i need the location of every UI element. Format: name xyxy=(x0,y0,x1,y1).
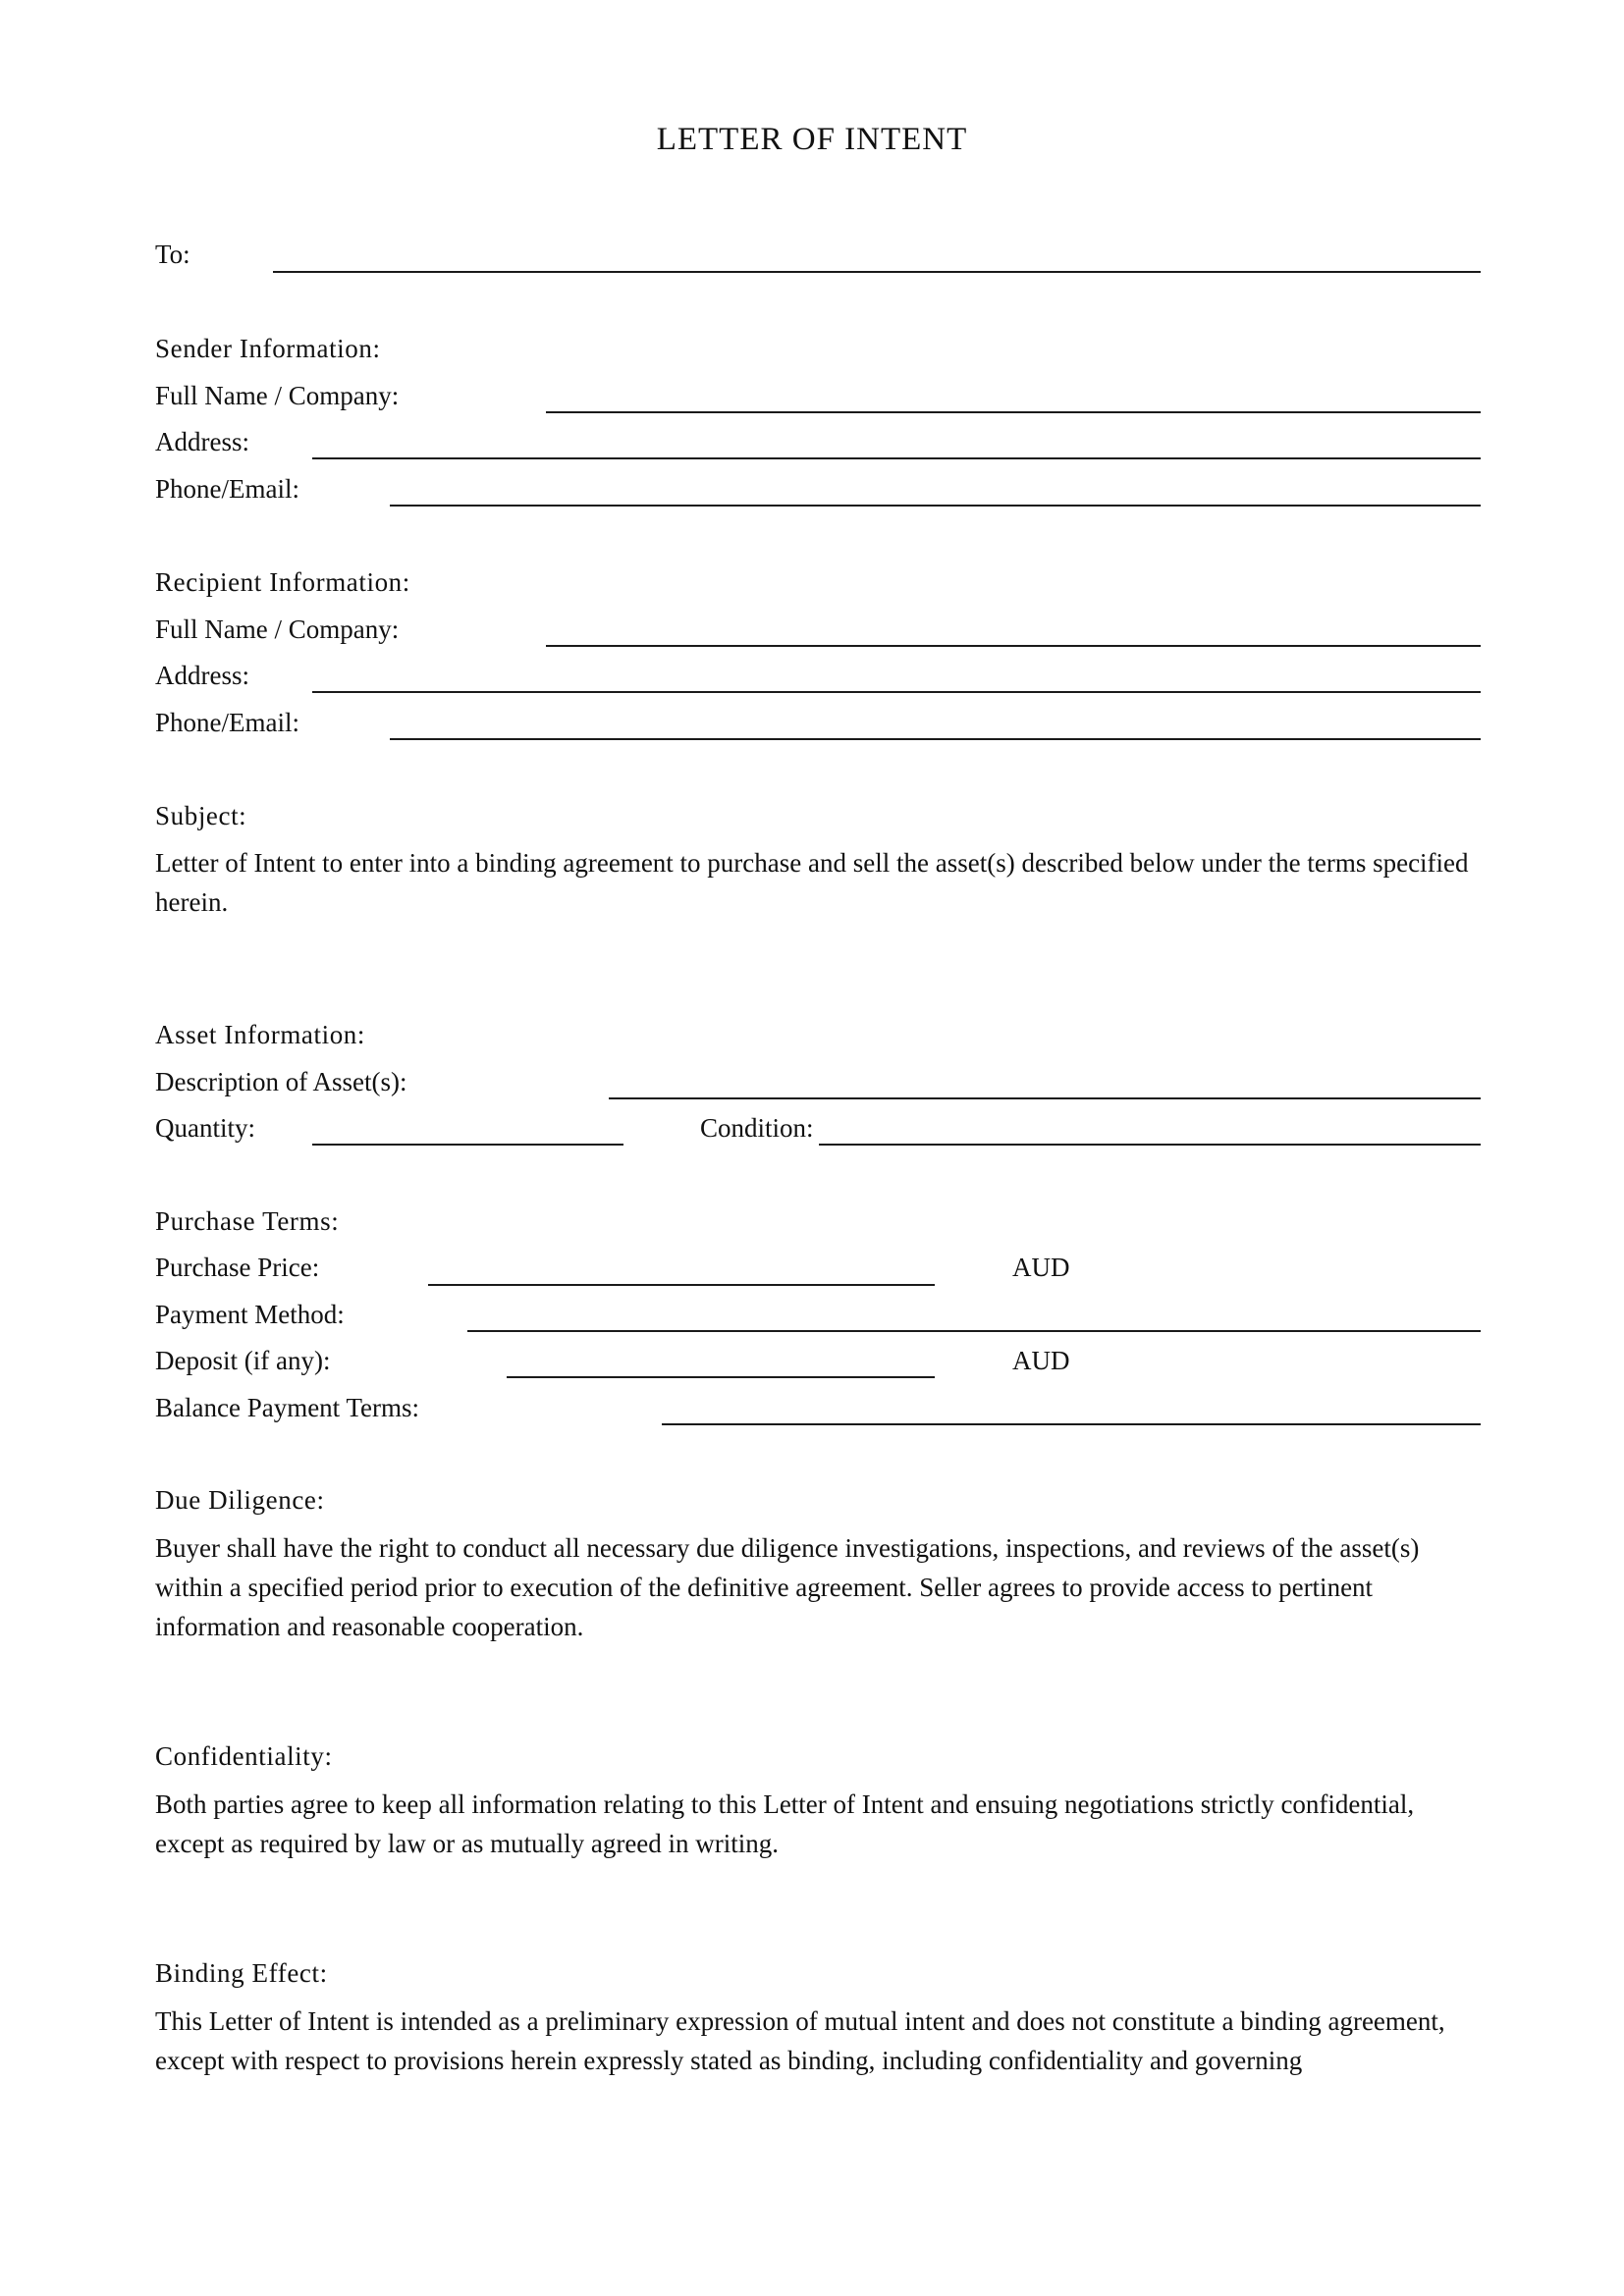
sender-address-label: Address: xyxy=(155,427,249,456)
deposit-currency: AUD xyxy=(1012,1346,1070,1375)
sender-name-field[interactable] xyxy=(546,411,1481,413)
purchase-price-field[interactable] xyxy=(428,1284,935,1286)
purchase-terms-heading: Purchase Terms: xyxy=(155,1206,340,1236)
page-title: LETTER OF INTENT xyxy=(656,122,968,157)
subject-text: Letter of Intent to enter into a binding agreement to purchase and sell the asset(s) described below under the terms specified herein. xyxy=(155,848,1469,917)
confidentiality-text: Both parties agree to keep all information relating to this Letter of Intent and ensuing negotiations strictly confidential, except as required by law or as mutually agreed in writing. xyxy=(155,1789,1415,1858)
asset-description-field[interactable] xyxy=(609,1097,1481,1099)
sender-heading: Sender Information: xyxy=(155,334,381,363)
recipient-name-field[interactable] xyxy=(546,645,1481,647)
balance-terms-label: Balance Payment Terms: xyxy=(155,1393,420,1422)
asset-condition-label: Condition: xyxy=(700,1113,814,1143)
asset-description-label: Description of Asset(s): xyxy=(155,1067,407,1096)
sender-contact-label: Phone/Email: xyxy=(155,474,299,504)
due-diligence-heading: Due Diligence: xyxy=(155,1485,325,1515)
asset-condition-field[interactable] xyxy=(819,1144,1481,1146)
deposit-label: Deposit (if any): xyxy=(155,1346,331,1375)
recipient-address-field[interactable] xyxy=(312,691,1481,693)
deposit-field[interactable] xyxy=(507,1376,935,1378)
asset-quantity-field[interactable] xyxy=(312,1144,623,1146)
binding-effect-heading: Binding Effect: xyxy=(155,1958,328,1988)
sender-name-label: Full Name / Company: xyxy=(155,381,400,410)
sender-address-field[interactable] xyxy=(312,457,1481,459)
recipient-name-label: Full Name / Company: xyxy=(155,614,400,644)
payment-method-field[interactable] xyxy=(467,1330,1481,1332)
confidentiality-heading: Confidentiality: xyxy=(155,1741,333,1771)
asset-quantity-label: Quantity: xyxy=(155,1113,255,1143)
to-label: To: xyxy=(155,240,190,269)
sender-contact-field[interactable] xyxy=(390,505,1481,507)
balance-terms-field[interactable] xyxy=(662,1423,1481,1425)
purchase-price-currency: AUD xyxy=(1012,1253,1070,1282)
payment-method-label: Payment Method: xyxy=(155,1300,345,1329)
asset-heading: Asset Information: xyxy=(155,1020,366,1049)
to-field[interactable] xyxy=(273,271,1481,273)
due-diligence-text: Buyer shall have the right to conduct all necessary due diligence investigations, inspections, and reviews of the asset(s) within a specified period prior to execution of the definitive agreement. Seller agrees to provide access to pertinent information and reasonable cooperation. xyxy=(155,1533,1420,1641)
binding-effect-text: This Letter of Intent is intended as a preliminary expression of mutual intent and does not constitute a binding agreement, except with respect to provisions herein expressly stated as binding, including confidentiality and governing xyxy=(155,2006,1445,2075)
purchase-price-label: Purchase Price: xyxy=(155,1253,320,1282)
recipient-contact-field[interactable] xyxy=(390,738,1481,740)
recipient-heading: Recipient Information: xyxy=(155,567,410,597)
subject-heading: Subject: xyxy=(155,801,247,830)
recipient-contact-label: Phone/Email: xyxy=(155,708,299,737)
recipient-address-label: Address: xyxy=(155,661,249,690)
